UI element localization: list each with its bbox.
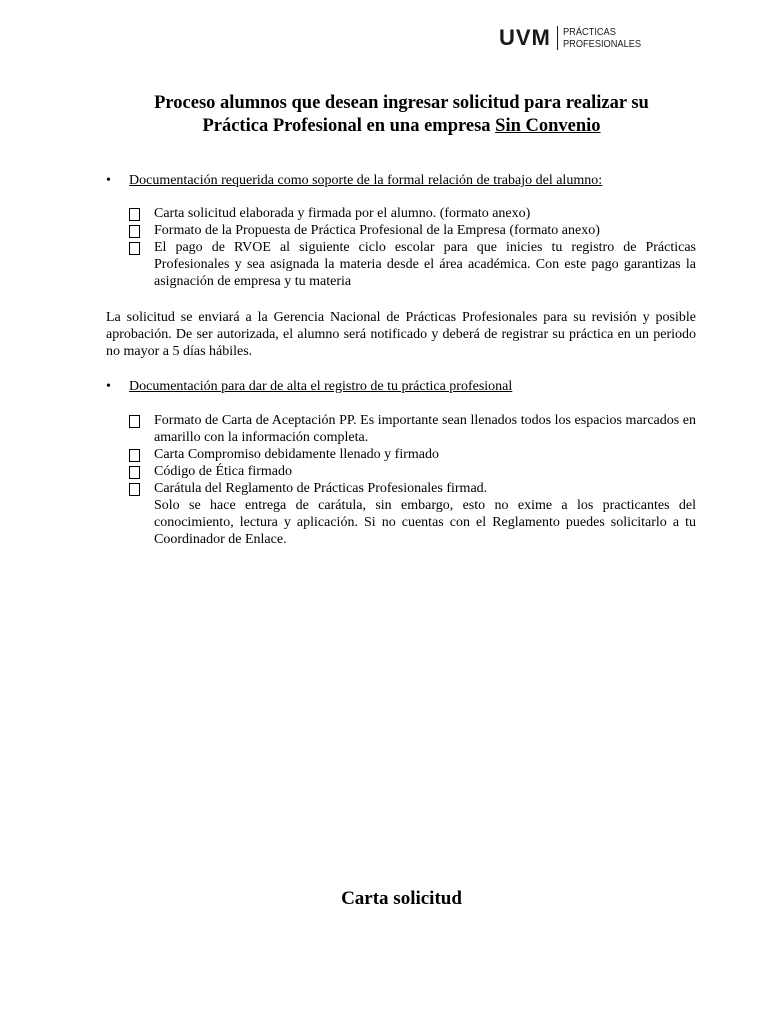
list-item: [128, 463, 696, 480]
list-item: [128, 205, 696, 222]
page-title: [100, 92, 703, 138]
checkbox-icon: [129, 225, 140, 238]
section-subtitle: Carta solicitud: [341, 888, 462, 909]
list-item-text: Carta Compromiso debidamente llenado y firmado: [154, 447, 439, 462]
logo-sub-line1: PRÁCTICAS: [562, 26, 616, 38]
title-line2-prefix: Práctica Profesional en una empresa: [202, 116, 496, 136]
title-line1: Proceso alumnos que desean ingresar solicitud para realizar su: [154, 93, 649, 113]
list-item: [128, 239, 696, 290]
section1-heading-row: [106, 172, 602, 189]
section1-heading: Documentación requerida como soporte de la formal relación de trabajo del alumno:: [129, 173, 603, 188]
list-item-text: El pago de RVOE al siguiente ciclo escolar para que inicies tu registro de Prácticas Profesionales y sea asignada la materia desde el área académica. Con este pago garantizas la asignación de empresa y tu materia: [154, 240, 696, 289]
checkbox-icon: [129, 466, 140, 479]
list-item-text: Formato de Carta de Aceptación PP. Es importante sean llenados todos los espacios marcados en amarillo con la información completa.: [154, 413, 696, 445]
checkbox-icon: [129, 483, 140, 496]
checkbox-icon: [129, 208, 140, 221]
list-item: [128, 480, 696, 497]
logo-subtitle: [563, 26, 641, 50]
list-item-note: [128, 497, 696, 548]
list-item: [128, 222, 696, 239]
section1-checklist: [128, 205, 696, 290]
review-paragraph: La solicitud se enviará a la Gerencia Nacional de Prácticas Profesionales para su revisión y posible aprobación. De ser autorizada, el alumno será notificado y deberá de registrar su práctica en un periodo no mayor a 5 días hábiles.: [106, 310, 696, 359]
section2-heading: Documentación para dar de alta el registro de tu práctica profesional: [129, 379, 513, 394]
checkbox-icon: [129, 242, 140, 255]
list-item-text: Código de Ética firmado: [154, 464, 293, 479]
logo-brand: UVM: [499, 25, 551, 50]
checkbox-icon: [129, 449, 140, 462]
section2-heading-row: [106, 378, 512, 395]
checkbox-icon: [129, 415, 140, 428]
reglamento-note: Solo se hace entrega de carátula, sin embargo, esto no exime a los practicantes del conocimiento, lectura y aplicación. Si no cuentas con el Reglamento puedes solicitarlo a tu Coordinador de Enlace.: [154, 498, 696, 547]
logo-divider: [557, 26, 558, 50]
list-item: [128, 412, 696, 446]
logo-sub-line2: PROFESIONALES: [562, 38, 641, 50]
bullet-icon: •: [106, 173, 111, 188]
list-item-text: Carátula del Reglamento de Prácticas Profesionales firmad.: [154, 481, 488, 496]
list-item: [128, 446, 696, 463]
bullet-icon: •: [106, 379, 111, 394]
list-item-text: Carta solicitud elaborada y firmada por el alumno. (formato anexo): [154, 206, 531, 221]
title-line2: [100, 115, 703, 138]
uvm-logo: [499, 24, 652, 52]
list-item-text: Formato de la Propuesta de Práctica Profesional de la Empresa (formato anexo): [154, 223, 600, 238]
section2-checklist: [128, 412, 696, 548]
title-sin-convenio: Sin Convenio: [495, 116, 601, 136]
